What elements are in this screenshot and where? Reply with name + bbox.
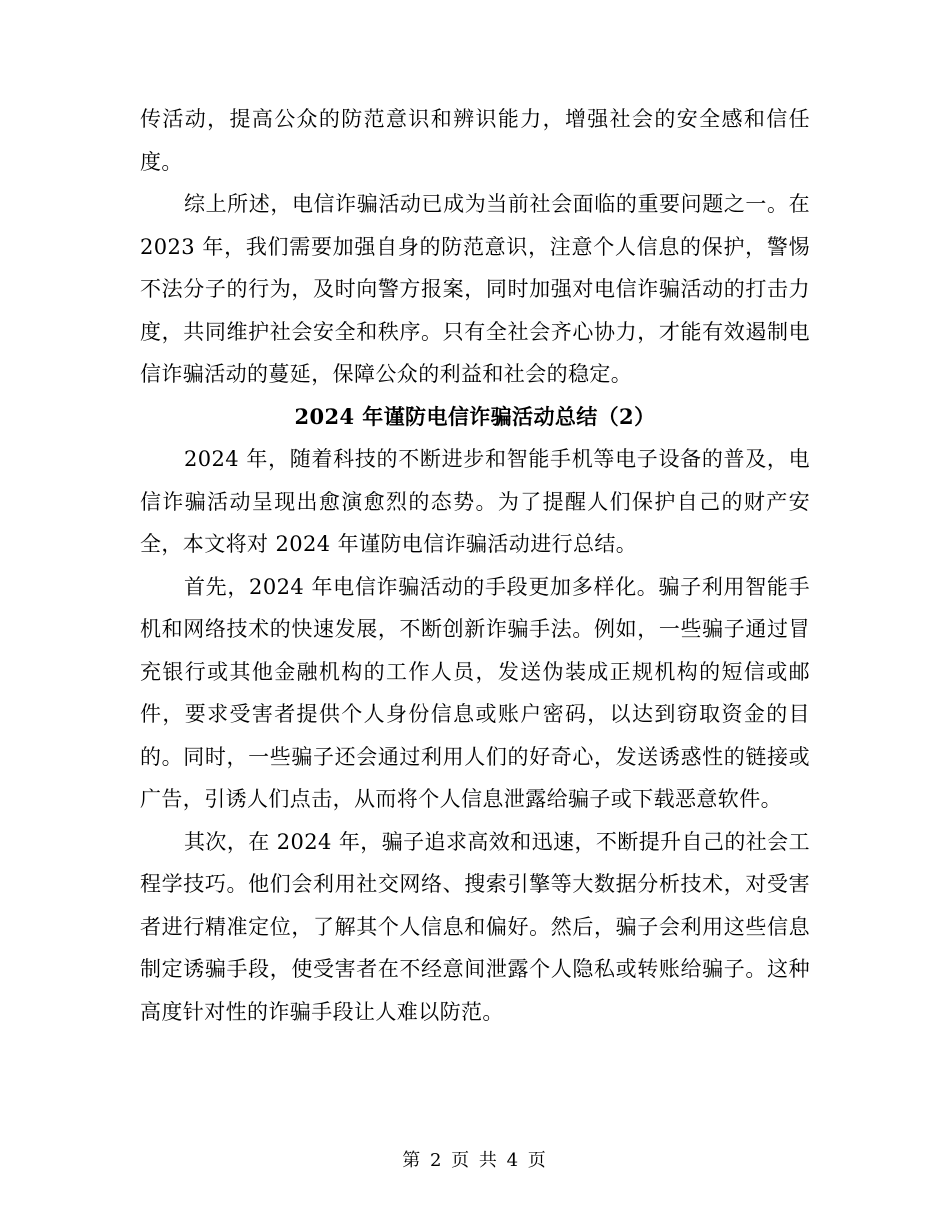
document-body	[140, 98, 810, 1033]
page-number-footer: 第 2 页 共 4 页	[402, 1150, 548, 1171]
section-title: 2024 年谨防电信诈骗活动总结（2）	[294, 403, 656, 429]
paragraph-summary: 综上所述，电信诈骗活动已成为当前社会面临的重要问题之一。在 2023 年，我们需要加强自身的防范意识，注意个人信息的保护，警惕不法分子的行为，及时向警方报案，同时加强对电信诈骗活动的打击力度，共同维护社会安全和秩序。只有全社会齐心协力，才能有效遏制电信诈骗活动的蔓延，保障公众的利益和社会的稳定。	[140, 192, 810, 386]
paragraph-first-point: 首先，2024 年电信诈骗活动的手段更加多样化。骗子利用智能手机和网络技术的快速发展，不断创新诈骗手法。例如，一些骗子通过冒充银行或其他金融机构的工作人员，发送伪装成正规机构的短信或邮件，要求受害者提供个人身份信息或账户密码，以达到窃取资金的目的。同时，一些骗子还会通过利用人们的好奇心，发送诱惑性的链接或广告，引诱人们点击，从而将个人信息泄露给骗子或下载恶意软件。	[140, 574, 810, 811]
paragraph-intro: 2024 年，随着科技的不断进步和智能手机等电子设备的普及，电信诈骗活动呈现出愈演愈烈的态势。为了提醒人们保护自己的财产安全，本文将对 2024 年谨防电信诈骗活动进行总结。	[140, 447, 810, 556]
paragraph-continuation: 传活动，提高公众的防范意识和辨识能力，增强社会的安全感和信任度。	[140, 107, 810, 174]
paragraph-second-point: 其次，在 2024 年，骗子追求高效和迅速，不断提升自己的社会工程学技巧。他们会利用社交网络、搜索引擎等大数据分析技术，对受害者进行精准定位，了解其个人信息和偏好。然后，骗子会利用这些信息制定诱骗手段，使受害者在不经意间泄露个人隐私或转账给骗子。这种高度针对性的诈骗手段让人难以防范。	[140, 829, 810, 1024]
